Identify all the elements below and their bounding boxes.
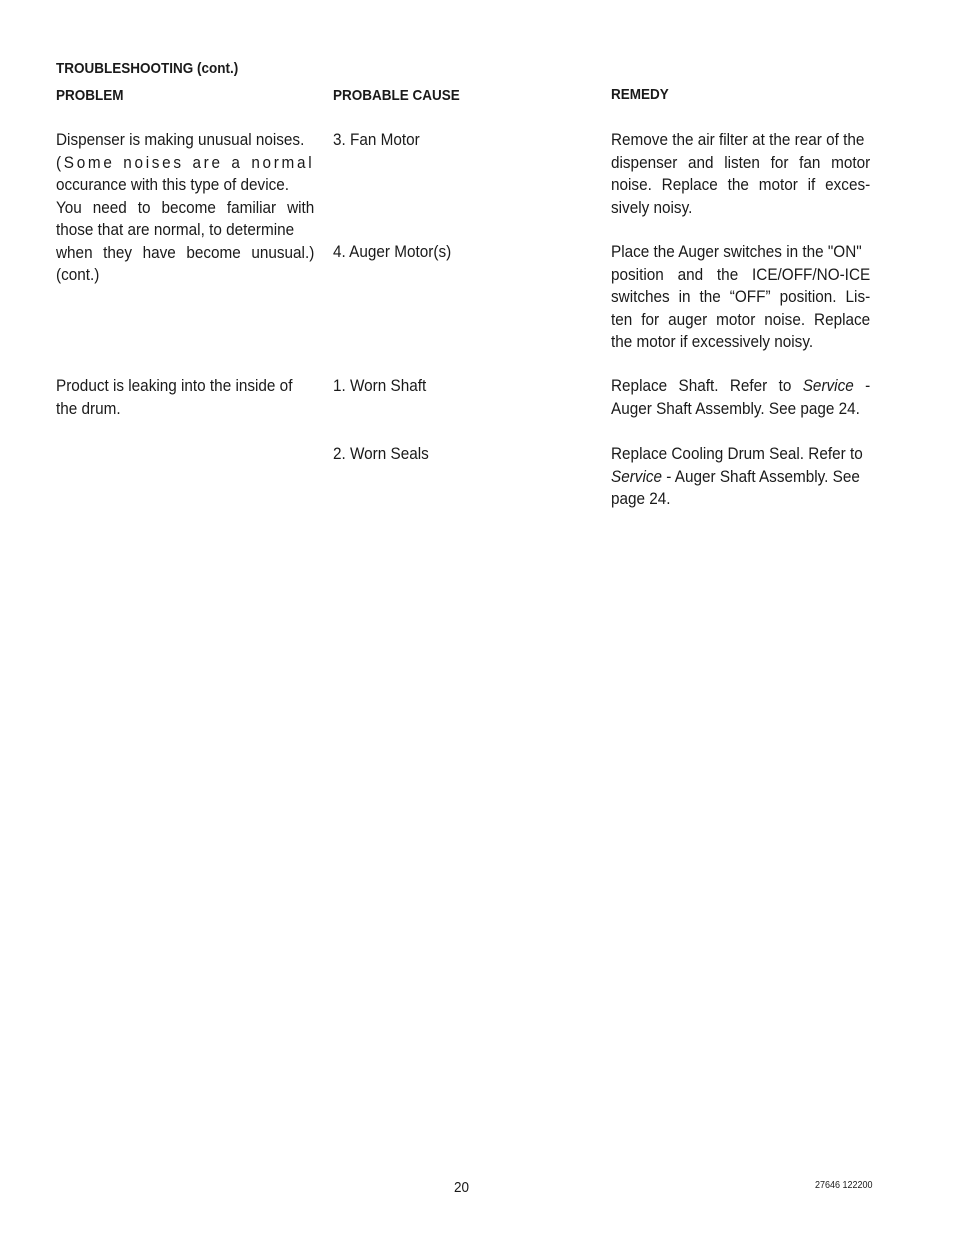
service-reference: Service	[802, 376, 854, 395]
remedy-line: the motor if excessively noisy.	[611, 332, 814, 351]
remedy-line: dispenser and listen for fan motor	[611, 152, 871, 172]
problem-line: occurance with this type of device.	[56, 175, 290, 194]
remedy-line: noise. Replace the motor if exces-	[611, 175, 871, 194]
header-remedy: REMEDY	[611, 86, 669, 103]
problem-product-leaking	[56, 375, 314, 420]
remedy-text: Replace Shaft. Refer to	[611, 376, 803, 395]
remedy-line: Auger Shaft Assembly. See page 24.	[611, 398, 860, 418]
cause-fan-motor: 3. Fan Motor	[333, 130, 420, 149]
problem-line: (Some noises are a normal	[56, 152, 315, 172]
problem-line: the drum.	[56, 398, 121, 418]
document-code: 27646 122200	[815, 1180, 873, 1191]
problem-line: You need to become familiar with	[56, 197, 315, 217]
cause-worn-shaft: 1. Worn Shaft	[333, 376, 427, 395]
cause-auger-motors: 4. Auger Motor(s)	[333, 242, 452, 261]
remedy-line: sively noisy.	[611, 197, 693, 217]
remedy-fan-motor	[611, 129, 870, 219]
remedy-line: Replace Cooling Drum Seal. Refer to	[611, 444, 863, 463]
page-number: 20	[454, 1179, 470, 1196]
problem-line: (cont.)	[56, 265, 100, 284]
remedy-line: Place the Auger switches in the "ON"	[611, 242, 862, 261]
remedy-line: Remove the air filter at the rear of the	[611, 130, 865, 149]
service-reference: Service	[611, 466, 663, 486]
remedy-line	[611, 466, 870, 489]
remedy-worn-shaft	[611, 375, 870, 420]
remedy-line: position and the ICE/OFF/NO-ICE	[611, 264, 871, 284]
problem-line: when they have become unusual.)	[56, 242, 315, 262]
remedy-worn-seals	[611, 443, 870, 511]
remedy-line: page 24.	[611, 489, 671, 508]
remedy-text: - Auger Shaft Assembly. See	[662, 466, 860, 486]
remedy-line	[611, 375, 870, 398]
remedy-line: switches in the “OFF” position. Lis-	[611, 287, 871, 306]
problem-line: Product is leaking into the inside of	[56, 376, 293, 395]
header-problem: PROBLEM	[56, 87, 124, 104]
remedy-line: ten for auger motor noise. Replace	[611, 309, 871, 329]
section-title: TROUBLESHOOTING (cont.)	[56, 60, 239, 77]
problem-line: Dispenser is making unusual noises.	[56, 130, 305, 149]
problem-line: those that are normal, to determine	[56, 220, 295, 239]
header-probable-cause: PROBABLE CAUSE	[333, 87, 460, 104]
problem-unusual-noises	[56, 129, 314, 287]
remedy-auger-motors	[611, 241, 870, 354]
cause-worn-seals: 2. Worn Seals	[333, 444, 429, 463]
remedy-text: -	[853, 376, 871, 395]
